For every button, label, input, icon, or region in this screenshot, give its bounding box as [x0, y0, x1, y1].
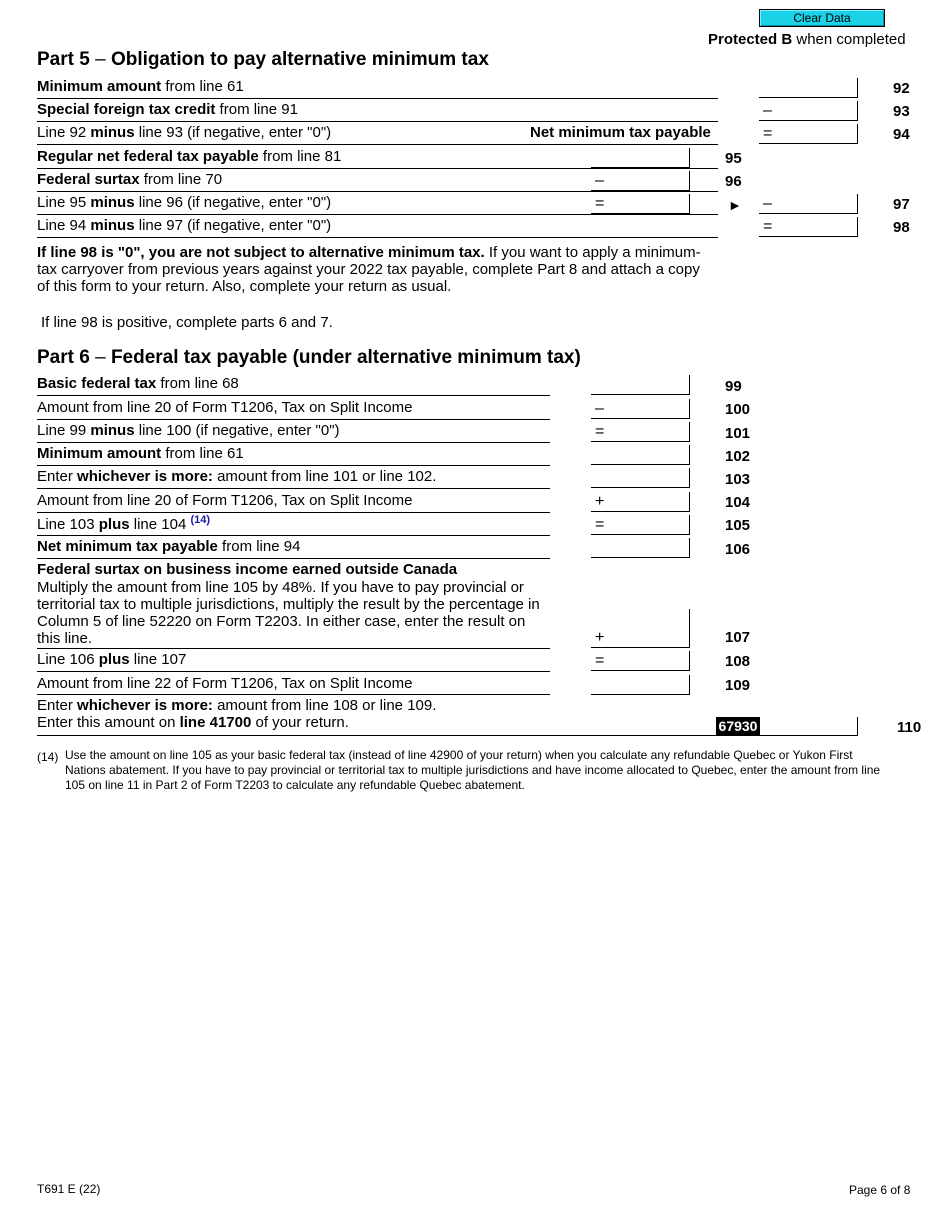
- field-line-94[interactable]: =: [759, 124, 858, 144]
- footnote-14-link[interactable]: (14): [190, 514, 211, 526]
- p6-row-divider: [37, 648, 550, 649]
- p6-row-109-label: Amount from line 22 of Form T1206, Tax on Split Income: [37, 675, 413, 692]
- p6-row-110-label-2: Enter this amount on line 41700 of your return.: [37, 714, 349, 731]
- field-line-104[interactable]: +: [591, 492, 690, 512]
- field-line-106[interactable]: [591, 538, 690, 558]
- p6-row-divider: [37, 671, 550, 672]
- form-id: T691 E (22): [37, 1182, 101, 1196]
- field-line-92[interactable]: [759, 78, 858, 98]
- p5-row-93-label: Special foreign tax credit from line 91: [37, 101, 298, 118]
- line-number-101: 101: [725, 425, 751, 442]
- part6-heading: Part 6 – Federal tax payable (under alternative minimum tax): [37, 347, 581, 368]
- p6-row-divider: [37, 512, 550, 513]
- footnote-marker: (14): [37, 750, 59, 764]
- p5-row-divider: [550, 191, 718, 192]
- page-number: Page 6 of 8: [849, 1183, 911, 1197]
- p5-row-divider: [37, 168, 550, 169]
- field-line-97[interactable]: –: [759, 194, 858, 214]
- line-number-94: 94: [893, 126, 910, 143]
- field-line-103[interactable]: [591, 468, 690, 488]
- line-number-102: 102: [725, 448, 751, 465]
- field-line-109[interactable]: [591, 675, 690, 695]
- p6-row-106-label: Net minimum tax payable from line 94: [37, 538, 301, 555]
- line-number-98: 98: [893, 219, 910, 236]
- field-line-100[interactable]: –: [591, 399, 690, 419]
- p6-row-divider: [37, 694, 550, 695]
- line-number-106: 106: [725, 541, 751, 558]
- p5-row-98-label: Line 94 minus line 97 (if negative, enter "0"): [37, 217, 332, 234]
- part5-note-positive: If line 98 is positive, complete parts 6 and 7.: [41, 314, 333, 331]
- field-line-107[interactable]: +: [591, 628, 690, 648]
- p5-row-92-label: Minimum amount from line 61: [37, 78, 244, 95]
- line-110-value[interactable]: 67930: [716, 717, 760, 736]
- line-number-100: 100: [725, 401, 751, 418]
- field-line-97-left[interactable]: =: [591, 194, 690, 214]
- field-line-93[interactable]: –: [759, 101, 858, 121]
- line-number-104: 104: [725, 494, 751, 511]
- line-number-96: 96: [725, 173, 742, 190]
- p5-row-96-label: Federal surtax from line 70: [37, 171, 223, 188]
- line-number-93: 93: [893, 103, 910, 120]
- p6-row-105-label: Line 103 plus line 104 $^{(14)}$: [37, 514, 211, 533]
- field-line-96[interactable]: –: [591, 171, 690, 191]
- p6-row-108-label: Line 106 plus line 107: [37, 651, 187, 668]
- p6-row-103-label: Enter whichever is more: amount from line 101 or line 102.: [37, 468, 437, 485]
- line-number-97: 97: [893, 196, 910, 213]
- p6-row-divider: [37, 442, 550, 443]
- line-number-95: 95: [725, 150, 742, 167]
- p5-row-divider: [37, 144, 718, 145]
- p6-row-99-label: Basic federal tax from line 68: [37, 375, 239, 392]
- p5-row-divider: [37, 121, 718, 122]
- p5-row-divider: [37, 214, 718, 215]
- p5-row-divider: [550, 168, 718, 169]
- field-line-102[interactable]: [591, 445, 690, 465]
- p6-row-104-label: Amount from line 20 of Form T1206, Tax on Split Income: [37, 492, 413, 509]
- p5-row-divider: [37, 237, 718, 238]
- field-separator: [857, 717, 858, 736]
- line-number-109: 109: [725, 677, 751, 694]
- line-number-110: 110: [897, 719, 922, 736]
- field-line-95[interactable]: [591, 148, 690, 168]
- p6-row-divider: [37, 395, 550, 396]
- p6-row-102-label: Minimum amount from line 61: [37, 445, 244, 462]
- p5-row-divider: [37, 98, 718, 99]
- line-number-107: 107: [725, 629, 751, 646]
- line-number-92: 92: [893, 80, 910, 97]
- p6-row-divider: [37, 465, 550, 466]
- part5-note: If line 98 is "0", you are not subject to alternative minimum tax. If you want to apply a minimum-tax carryover from previous years against your 2022 tax payable, complete Part 8 and attach a copy of this form to your return. Also, complete your return as usual.: [37, 244, 701, 295]
- p5-row-95-label: Regular net federal tax payable from line 81: [37, 148, 342, 165]
- p5-row-94-label: Line 92 minus line 93 (if negative, enter "0"): [37, 124, 332, 141]
- p6-row-110-label: Enter whichever is more: amount from line 108 or line 109.: [37, 697, 437, 714]
- field-line-98[interactable]: =: [759, 217, 858, 237]
- p6-row-divider: [37, 488, 550, 489]
- footnote-text: Use the amount on line 105 as your basic federal tax (instead of line 42900 of your return) when you calculate any refundable Quebec or Yukon First Nations abatement. If you have to pay provincial or territorial tax to multiple jurisdictions and have income allocated to Quebec, enter the amount from line 105 on line 11 in Part 2 of Form T2203 to calculate any refundable Quebec abatement.: [65, 748, 881, 792]
- p6-row-divider: [37, 558, 550, 559]
- arrow-right-icon: ►: [728, 197, 742, 213]
- clear-data-button[interactable]: Clear Data: [759, 9, 885, 27]
- field-line-108[interactable]: =: [591, 651, 690, 671]
- line-number-108: 108: [725, 653, 751, 670]
- protected-label: Protected B when completed: [708, 31, 906, 48]
- line-number-105: 105: [725, 517, 751, 534]
- line-number-99: 99: [725, 378, 742, 395]
- net-minimum-tax-label: Net minimum tax payable: [530, 124, 711, 141]
- p5-row-divider: [37, 191, 550, 192]
- p6-row-107-text: Multiply the amount from line 105 by 48%. If you have to pay provincial or territorial tax to multiple jurisdictions, multiply the result by the percentage in Column 5 of line 52220 on Form T2203. In either case, enter the result on this line.: [37, 579, 540, 647]
- p6-row-101-label: Line 99 minus line 100 (if negative, enter "0"): [37, 422, 340, 439]
- p6-row-divider: [37, 419, 550, 420]
- field-line-99[interactable]: [591, 375, 690, 395]
- p6-row-divider: [37, 535, 550, 536]
- part5-heading: Part 5 – Obligation to pay alternative minimum tax: [37, 49, 489, 70]
- line-number-103: 103: [725, 471, 751, 488]
- field-line-105[interactable]: =: [591, 515, 690, 535]
- p6-row-100-label: Amount from line 20 of Form T1206, Tax on Split Income: [37, 399, 413, 416]
- p5-row-97-label: Line 95 minus line 96 (if negative, enter "0"): [37, 194, 332, 211]
- field-line-101[interactable]: =: [591, 422, 690, 442]
- p6-row-107-title: Federal surtax on business income earned outside Canada: [37, 561, 458, 578]
